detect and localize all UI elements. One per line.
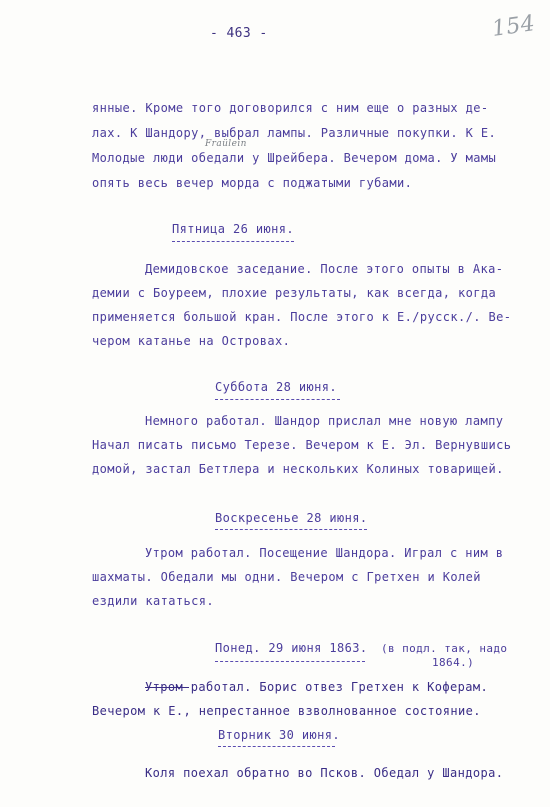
friday-line-3: применяется большой кран. После этого к Е./русск./. Ве- xyxy=(92,310,512,324)
tuesday-line-1: Коля поехал обратно во Псков. Обедал у Шандора. xyxy=(145,766,504,780)
monday-line-2: Вечером к Е., непрестанное взволнованное состояние. xyxy=(92,704,481,718)
heading-saturday-underline xyxy=(215,399,340,400)
page-number: - 463 - xyxy=(210,26,268,41)
para1-line-2: лах. К Шандору, выбрал лампы. Различные покупки. К Е. xyxy=(92,126,497,140)
saturday-line-1: Немного работал. Шандор прислал мне новую лампу xyxy=(145,414,504,428)
friday-line-1: Демидовское заседание. После этого опыты в Ака- xyxy=(145,262,504,276)
heading-sunday-underline xyxy=(215,529,367,530)
archive-stamp: 154 xyxy=(490,11,537,42)
heading-sunday: Воскресенье 28 июня. xyxy=(215,511,368,525)
para1-line-3: Молодые люди обедали у Шрейбера. Вечером дома. У мамы xyxy=(92,151,497,165)
heading-saturday: Суббота 28 июня. xyxy=(215,380,337,394)
heading-tuesday: Вторник 30 июня. xyxy=(218,728,340,742)
heading-friday-underline xyxy=(172,241,294,242)
friday-line-2: демии с Боуреем, плохие результаты, как всегда, когда xyxy=(92,286,497,300)
struck-through-word xyxy=(145,687,189,688)
heading-friday: Пятница 26 июня. xyxy=(172,222,294,236)
heading-monday-underline xyxy=(215,661,365,662)
sunday-line-1: Утром работал. Посещение Шандора. Играл с ним в xyxy=(145,546,504,560)
handwritten-annotation: Fraülein xyxy=(205,139,247,149)
para1-line-1: янные. Кроме того договорился с ним еще о разных де- xyxy=(92,101,489,115)
heading-tuesday-underline xyxy=(218,746,335,747)
monday-correction-note-line-2: 1864.) xyxy=(432,656,475,669)
sunday-line-3: ездили кататься. xyxy=(92,594,214,608)
monday-correction-note-line-1: (в подл. так, надо xyxy=(381,642,508,655)
saturday-line-3: домой, застал Беттлера и нескольких Колиных товарищей. xyxy=(92,462,504,476)
friday-line-4: чером катанье на Островах. xyxy=(92,334,291,348)
saturday-line-2: Начал писать письмо Терезе. Вечером к Е. Эл. Вернувшись xyxy=(92,438,512,452)
para1-line-4: опять весь вечер морда с поджатыми губами. xyxy=(92,176,413,190)
sunday-line-2: шахматы. Обедали мы одни. Вечером с Гретхен и Колей xyxy=(92,570,481,584)
monday-line-1: Утром работал. Борис отвез Гретхен к Коферам. xyxy=(145,680,489,694)
heading-monday: Понед. 29 июня 1863. xyxy=(215,641,368,655)
